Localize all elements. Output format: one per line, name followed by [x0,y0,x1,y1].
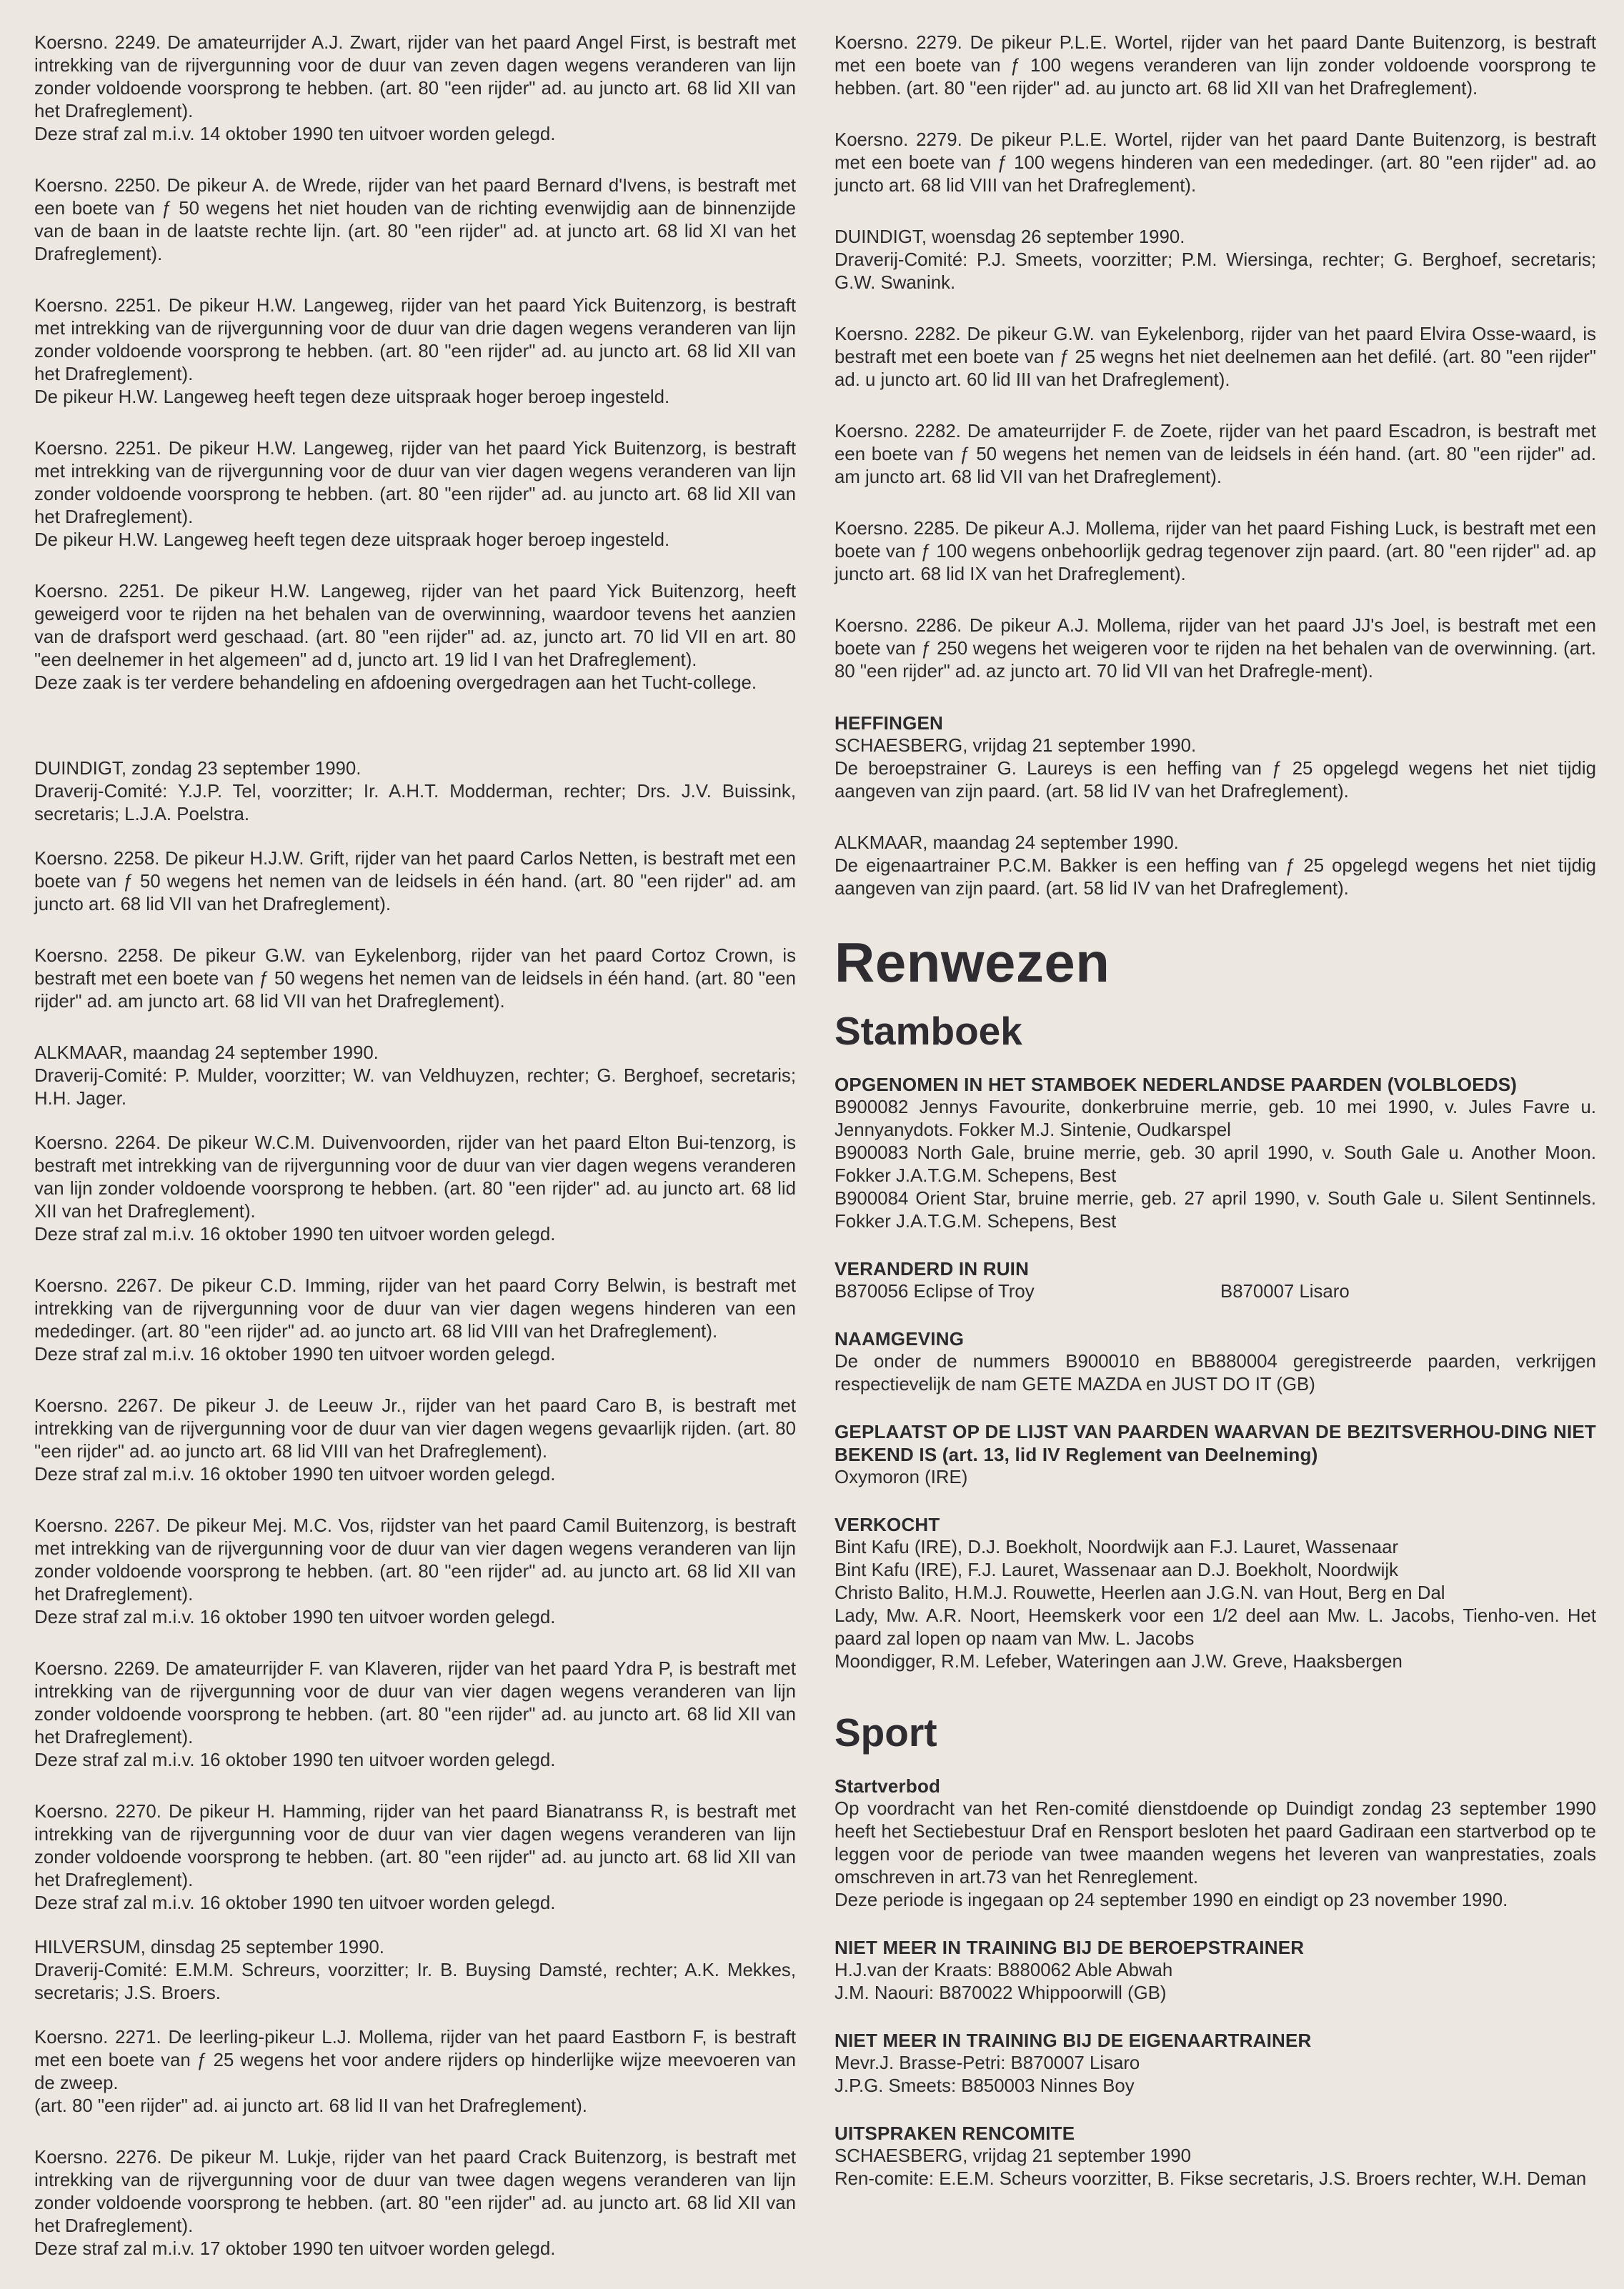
uitspraken-heading: UITSPRAKEN RENCOMITE [835,2123,1075,2144]
heffingen-item: ALKMAAR, maandag 24 september 1990. De eigenaartrainer P.C.M. Bakker is een heffing van ƒ 25 opgelegd wegens het niet tijdig aangeven van zijn paard. (art. 58 lid IV van het Drafreglement). [835,833,1596,899]
disciplinary-item: Koersno. 2282. De amateurrijder F. de Zoete, rijder van het paard Escadron, is bestraft met een boete van ƒ 50 wegens het nemen van de leidsels in één hand. (art. 80 "een rijder" ad. am juncto art. 68 lid VII van het Drafreglement). [835,422,1596,487]
right-column [835,31,1596,2215]
disciplinary-item: Koersno. 2279. De pikeur P.L.E. Wortel, rijder van het paard Dante Buitenzorg, is bestraft met een boete van ƒ 100 wegens hinderen van een mededinger. (art. 80 "een rijder" ad. ao juncto art. 68 lid VIII van het Drafreglement). [835,130,1596,196]
beroepstrainer-heading: NIET MEER IN TRAINING BIJ DE BEROEPSTRAINER [835,1937,1305,1958]
disciplinary-item: Koersno. 2267. De pikeur C.D. Imming, rijder van het paard Corry Belwin, is bestraft met intrekking van de rijvergunning voor de duur van vier dagen wegens hinderen van een mededinger. (art. 80 "een rijder" ad. ao juncto art. 68 lid VIII van het Drafreglement). Deze straf zal m.i.v. 16 oktober 1990 ten uitvoer worden gelegd. [34,1276,796,1365]
heffingen-item: SCHAESBERG, vrijdag 21 september 1990. De beroepstrainer G. Laureys is een heffing van ƒ 25 opgelegd wegens het niet tijdig aangeven van zijn paard. (art. 58 lid IV van het Drafreglement). [835,736,1596,802]
startverbod-text: Op voordracht van het Ren-comité dienstdoende op Duindigt zondag 23 september 1990 heeft het Sectiebestuur Draf en Rensport besloten het paard Gadiraan een startverbod op te leggen voor de periode van twee maanden wegens het leveren van wanprestaties, zoals omschreven in art.73 van het Renreglement. Deze periode is ingegaan op 24 september 1990 en eindigt op 23 november 1990. [835,1799,1596,1910]
disciplinary-item: Koersno. 2264. De pikeur W.C.M. Duivenvoorden, rijder van het paard Elton Bui-tenzorg, is bestraft met intrekking van de rijvergunning voor de duur van vier dagen wegens veranderen van lijn zonder voldoende voorsprong te hebben. (art. 80 "een rijder" ad. au juncto art. 68 lid XII van het Drafreglement). Deze straf zal m.i.v. 16 oktober 1990 ten uitvoer worden gelegd. [34,1133,796,1245]
verkocht-heading: VERKOCHT [835,1514,940,1535]
opgenomen-heading: OPGENOMEN IN HET STAMBOEK NEDERLANDSE PAARDEN (VOLBLOEDS) [835,1074,1518,1095]
disciplinary-item: ALKMAAR, maandag 24 september 1990. Draverij-Comité: P. Mulder, voorzitter; W. van Veldhuyzen, rechter; G. Berghoef, secretaris; H.H. Jager. [34,1043,796,1109]
renwezen-title: Renwezen [835,931,1110,994]
disciplinary-item: Koersno. 2276. De pikeur M. Lukje, rijder van het paard Crack Buitenzorg, is bestraft met intrekking van de rijvergunning voor de duur van twee dagen wegens veranderen van lijn zonder voldoende voorsprong te hebben. (art. 80 "een rijder" ad. au juncto art. 68 lid XII van het Drafreglement). Deze straf zal m.i.v. 17 oktober 1990 ten uitvoer worden gelegd. [34,2148,796,2259]
stamboek-title: Stamboek [835,1009,1022,1053]
disciplinary-item: Koersno. 2258. De pikeur G.W. van Eykelenborg, rijder van het paard Cortoz Crown, is bestraft met een boete van ƒ 50 wegens het nemen van de leidsels in één hand. (art. 80 "een rijder" ad. am juncto art. 68 lid VII van het Drafreglement). [34,946,796,1012]
disciplinary-item: Koersno. 2267. De pikeur Mej. M.C. Vos, rijdster van het paard Camil Buitenzorg, is bestraft met intrekking van de rijvergunning voor de duur van vier dagen wegens veranderen van lijn zonder voldoende voorsprong te hebben. (art. 80 "een rijder" ad. au juncto art. 68 lid XII van het Drafreglement). Deze straf zal m.i.v. 16 oktober 1990 ten uitvoer worden gelegd. [34,1516,796,1627]
disciplinary-item: DUINDIGT, zondag 23 september 1990. Draverij-Comité: Y.J.P. Tel, voorzitter; Ir. A.H.T. Modderman, rechter; Drs. J.V. Buissink, secretaris; L.J.A. Poelstra. [34,759,796,824]
disciplinary-item: Koersno. 2282. De pikeur G.W. van Eykelenborg, rijder van het paard Elvira Osse-waard, is bestraft met een boete van ƒ 25 wegns het niet deelnemen aan het defilé. (art. 80 "een rijder" ad. u juncto art. 60 lid III van het Drafreglement). [835,324,1596,390]
veranderd-item: B870007 Lisaro [1220,1282,1350,1302]
verkocht-section [835,1513,1596,1673]
disciplinary-item: Koersno. 2258. De pikeur H.J.W. Grift, rijder van het paard Carlos Netten, is bestraft met een boete van ƒ 50 wegens het nemen van de leidsels in één hand. (art. 80 "een rijder" ad. am juncto art. 68 lid VII van het Drafreglement). [34,849,796,914]
verkocht-text: Bint Kafu (IRE), D.J. Boekholt, Noordwijk aan F.J. Lauret, Wassenaar Bint Kafu (IRE), F.J. Lauret, Wassenaar aan D.J. Boekholt, Noordwijk Christo Balito, H.M.J. Rouwette, Heerlen aan J.G.N. van Hout, Berg en Dal Lady, Mw. A.R. Noort, Heemskerk voor een 1/2 deel aan Mw. L. Jacobs, Tienho-ven. Het paard zal lopen op naam van Mw. L. Jacobs Moondigger, R.M. Lefeber, Wateringen aan J.W. Greve, Haaksbergen [835,1537,1596,1672]
naamgeving-heading: NAAMGEVING [835,1328,965,1350]
startverbod-heading: Startverbod [835,1775,941,1797]
eigenaartrainer-heading: NIET MEER IN TRAINING BIJ DE EIGENAARTRAINER [835,2030,1312,2051]
veranderd-section [835,1257,1596,1303]
naamgeving-section [835,1327,1596,1396]
disciplinary-item: Koersno. 2271. De leerling-pikeur L.J. Mollema, rijder van het paard Eastborn F, is bestraft met een boete van ƒ 25 wegens het voor andere rijders op hinderlijke wijze meevoeren van de zweep. (art. 80 "een rijder" ad. ai juncto art. 68 lid II van het Drafreglement). [34,2028,796,2116]
uitspraken-section [835,2122,1596,2190]
eigenaartrainer-text: Mevr.J. Brasse-Petri: B870007 Lisaro J.P.G. Smeets: B850003 Ninnes Boy [835,2053,1140,2096]
geplaatst-section [835,1420,1596,1489]
sport-title: Sport [835,1710,937,1755]
left-column [34,31,796,2289]
veranderd-heading: VERANDERD IN RUIN [835,1258,1030,1280]
opgenomen-text: B900082 Jennys Favourite, donkerbruine merrie, geb. 10 mei 1990, v. Jules Favre u. Jennyanydots. Fokker M.J. Sintenie, Oudkarspel B900083 North Gale, bruine merrie, geb. 30 april 1990, v. South Gale u. Another Moon. Fokker J.A.T.G.M. Schepens, Best B900084 Orient Star, bruine merrie, geb. 27 april 1990, v. South Gale u. Silent Sentinnels. Fokker J.A.T.G.M. Schepens, Best [835,1097,1596,1232]
disciplinary-item: Koersno. 2251. De pikeur H.W. Langeweg, rijder van het paard Yick Buitenzorg, is bestraft met intrekking van de rijvergunning voor de duur van vier dagen wegens veranderen van lijn zonder voldoende voorsprong te hebben. (art. 80 "een rijder" ad. au juncto art. 68 lid XII van het Drafreglement). De pikeur H.W. Langeweg heeft tegen deze uitspraak hoger beroep ingesteld. [34,439,796,550]
disciplinary-item: Koersno. 2249. De amateurrijder A.J. Zwart, rijder van het paard Angel First, is bestraft met intrekking van de rijvergunning voor de duur van zeven dagen wegens veranderen van lijn zonder voldoende voorsprong te hebben. (art. 80 "een rijder" ad. au juncto art. 68 lid XII van het Drafreglement). Deze straf zal m.i.v. 14 oktober 1990 ten uitvoer worden gelegd. [34,33,796,144]
geplaatst-heading: GEPLAATST OP DE LIJST VAN PAARDEN WAARVAN DE BEZITSVERHOU-DING NIET BEKEND IS (art. 13, lid IV Reglement van Deelneming) [835,1421,1596,1465]
opgenomen-section [835,1073,1596,1233]
heffingen-heading: HEFFINGEN [835,712,944,734]
beroepstrainer-text: H.J.van der Kraats: B880062 Able Abwah J.M. Naouri: B870022 Whippoorwill (GB) [835,1960,1173,2003]
startverbod-section [835,1775,1596,1912]
geplaatst-text: Oxymoron (IRE) [835,1467,968,1487]
beroepstrainer-section [835,1936,1596,2005]
right-items [835,31,1596,683]
veranderd-item: B870056 Eclipse of Troy [835,1282,1035,1302]
disciplinary-item: Koersno. 2286. De pikeur A.J. Mollema, rijder van het paard JJ's Joel, is bestraft met een boete van ƒ 250 wegens het weigeren voor te rijden na het behalen van de overwinning. (art. 80 "een rijder" ad. az juncto art. 70 lid VII van het Drafregle-ment). [835,616,1596,682]
uitspraken-text: SCHAESBERG, vrijdag 21 september 1990 Ren-comite: E.E.M. Scheurs voorzitter, B. Fikse secretaris, J.S. Broers rechter, W.H. Deman [835,2146,1587,2189]
disciplinary-item: Koersno. 2250. De pikeur A. de Wrede, rijder van het paard Bernard d'Ivens, is bestraft met een boete van ƒ 50 wegens het niet houden van de richting evenwijdig aan de binnenzijde van de baan in de laatste rechte lijn. (art. 80 "een rijder" ad. at juncto art. 68 lid XI van het Drafreglement). [34,176,796,264]
disciplinary-item: Koersno. 2269. De amateurrijder F. van Klaveren, rijder van het paard Ydra P, is bestraft met intrekking van de rijvergunning voor de duur van vier dagen wegens veranderen van lijn zonder voldoende voorsprong te hebben. (art. 80 "een rijder" ad. au juncto art. 68 lid XII van het Drafreglement). Deze straf zal m.i.v. 16 oktober 1990 ten uitvoer worden gelegd. [34,1659,796,1770]
disciplinary-item: DUINDIGT, woensdag 26 september 1990. Draverij-Comité: P.J. Smeets, voorzitter; P.M. Wiersinga, rechter; G. Berghoef, secretaris; G.W. Swanink. [835,227,1596,293]
disciplinary-item: HILVERSUM, dinsdag 25 september 1990. Draverij-Comité: E.M.M. Schreurs, voorzitter; Ir. B. Buysing Damsté, rechter; A.K. Mekkes, secretaris; J.S. Broers. [34,1938,796,2003]
veranderd-list [835,1280,1596,1303]
eigenaartrainer-section [835,2029,1596,2098]
heffingen-section [835,712,1596,900]
disciplinary-item: Koersno. 2267. De pikeur J. de Leeuw Jr., rijder van het paard Caro B, is bestraft met intrekking van de rijvergunning voor de duur van vier dagen wegens gevaarlijk rijden. (art. 80 "een rijder" ad. ao juncto art. 68 lid VIII van het Drafreglement). Deze straf zal m.i.v. 16 oktober 1990 ten uitvoer worden gelegd. [34,1396,796,1485]
spacer [34,723,796,757]
disciplinary-item: Koersno. 2279. De pikeur P.L.E. Wortel, rijder van het paard Dante Buitenzorg, is bestraft met een boete van ƒ 100 wegens veranderen van lijn zonder voldoende voorsprong te hebben. (art. 80 "een rijder" ad. au juncto art. 68 lid XII van het Drafreglement). [835,33,1596,99]
disciplinary-item: Koersno. 2251. De pikeur H.W. Langeweg, rijder van het paard Yick Buitenzorg, heeft geweigerd voor te rijden na het behalen van de overwinning, waardoor tevens het aanzien van de drafsport werd geschaad. (art. 80 "een rijder" ad. az, juncto art. 70 lid VII en art. 80 "een deelnemer in het algemeen" ad d, juncto art. 19 lid I van het Drafreglement). Deze zaak is ter verdere behandeling en afdoening overgedragen aan het Tucht-college. [34,582,796,693]
disciplinary-item: Koersno. 2285. De pikeur A.J. Mollema, rijder van het paard Fishing Luck, is bestraft met een boete van ƒ 100 wegens onbehoorlijk gedrag tegenover zijn paard. (art. 80 "een rijder" ad. ap juncto art. 68 lid IX van het Drafreglement). [835,519,1596,584]
disciplinary-item: Koersno. 2270. De pikeur H. Hamming, rijder van het paard Bianatranss R, is bestraft met intrekking van de rijvergunning voor de duur van vier dagen wegens veranderen van lijn zonder voldoende voorsprong te hebben. (art. 80 "een rijder" ad. au juncto art. 68 lid XII van het Drafreglement). Deze straf zal m.i.v. 16 oktober 1990 ten uitvoer worden gelegd. [34,1802,796,1913]
disciplinary-item: Koersno. 2251. De pikeur H.W. Langeweg, rijder van het paard Yick Buitenzorg, is bestraft met intrekking van de rijvergunning voor de duur van drie dagen wegens veranderen van lijn zonder voldoende voorsprong te hebben. (art. 80 "een rijder" ad. au juncto art. 68 lid XII van het Drafreglement). De pikeur H.W. Langeweg heeft tegen deze uitspraak hoger beroep ingesteld. [34,296,796,407]
naamgeving-text: De onder de nummers B900010 en BB880004 geregistreerde paarden, verkrijgen respectievelijk de nam GETE MAZDA en JUST DO IT (GB) [835,1352,1596,1395]
